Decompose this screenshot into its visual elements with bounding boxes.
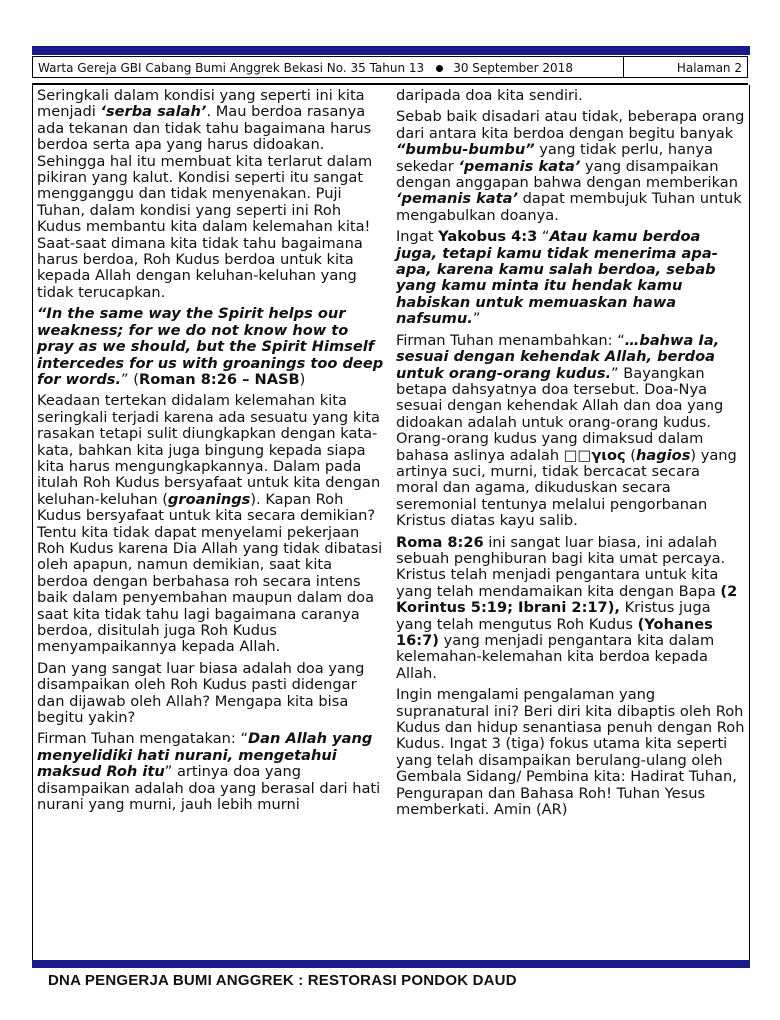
- scripture-quote: Dan Allah yang menyelidiki hati nurani, mengetahui maksud Roh itu: [37, 730, 373, 781]
- text-run: Firman Tuhan mengatakan: “: [37, 730, 249, 748]
- paragraph: [396, 535, 746, 683]
- paragraph: daripada doa kita sendiri.: [396, 87, 583, 104]
- paragraph: [396, 333, 746, 530]
- emphasis: groanings: [167, 490, 251, 508]
- bottom-decorative-bar: [32, 960, 750, 968]
- scripture-reference: (2 Korintus 5:19; Ibrani 2:17),: [396, 582, 738, 617]
- text-run: . Mau berdoa rasanya ada tekanan dan tidak tahu bagaimana harus berdoa serta apa yang harus didoakan. Sehingga hal itu membuat kita terlarut dalam pikiran yang kalut. Kondisi seperti itu sangat mengganggu dan tidak menyenakan. Puji Tuhan, dalam kondisi yang seperti ini Roh Kudus membantu kita dalam kelemahan kita! Saat-saat dimana kita tidak tahu bagaimana harus berdoa, Roh Kudus berdoa untuk kita kepada Allah dengan keluhan-keluhan yang tidak terucapkan.: [37, 103, 373, 301]
- page-number: Halaman 2: [676, 61, 742, 75]
- text-run: ” (: [121, 370, 139, 388]
- quote-paragraph: [37, 306, 385, 388]
- text-run: Sebab baik disadari atau tidak, beberapa orang dari antara kita berdoa dengan begitu banyak: [396, 108, 745, 142]
- text-run: ini sangat luar biasa, ini adalah sebuah penghiburan bagi kita umat percaya. Kristus telah menjadi pengantara untuk kita yang telah mendamaikan kita dengan Bapa: [396, 533, 726, 600]
- text-run: dapat membujuk Tuhan untuk mengabulkan doanya.: [396, 190, 742, 224]
- text-run: ”: [472, 310, 481, 328]
- paragraph: [396, 109, 746, 224]
- scripture-reference: Roma 8:26: [396, 533, 484, 551]
- top-decorative-bar: [32, 46, 750, 55]
- text-run: ” Bayangkan betapa dahsyatnya doa tersebut. Doa-Nya sesuai dengan kehendak Allah dan doa yang didoakan adalah untuk orang-orang kudus. Orang-orang kudus yang dimaksud dalam bahasa aslinya adalah: [396, 364, 724, 464]
- text-run: Keadaan tertekan didalam kelemahan kita seringkali terjadi karena ada sesuatu yang kita rasakan tetapi sulit diungkapkan dengan kata-kata, bahkan kita juga bingung kepada siapa kita harus mengungkapkannya. Dalam pada itulah Roh Kudus bersyafaat untuk kita dengan keluhan-keluhan (: [37, 392, 381, 508]
- page-header: [32, 56, 748, 78]
- text-run: “: [537, 228, 550, 246]
- paragraph: [37, 731, 385, 813]
- bullet-separator-icon: [436, 65, 443, 72]
- text-run: ): [299, 370, 306, 388]
- text-run: yang menjadi pengantara kita dalam kelemahan-kelemahan kita berdoa kepada Allah.: [396, 632, 715, 682]
- right-column: [396, 88, 746, 823]
- paragraph: Ingin mengalami pengalaman yang supranatural ini? Beri diri kita dibaptis oleh Roh Kudus dan hidup senantiasa penuh dengan Roh Kudus. Ingat 3 (tiga) fokus utama kita seperti yang telah disampaikan berulang-ulang oleh Gembala Sidang/ Pembina kita: Hadirat Tuhan, Pengurapan dan Bahasa Roh! Tuhan Yesus memberkati. Amin (AR): [396, 686, 745, 819]
- scripture-quote: …bahwa Ia, sesuai dengan kehendak Allah, berdoa untuk orang-orang kudus.: [396, 331, 720, 382]
- paragraph: [37, 393, 385, 656]
- scripture-reference: Roman 8:26 – NASB: [138, 370, 300, 388]
- emphasis: ‘pemanis kata’: [458, 157, 581, 175]
- footer-motto: DNA PENGERJA BUMI ANGGREK : RESTORASI PONDOK DAUD: [48, 972, 517, 989]
- english-quote: “In the same way the Spirit helps our weakness; for we do not know how to pray as we should, but the Spirit Himself intercedes for us with groanings too deep for words.: [37, 305, 384, 388]
- publication-date: 30 September 2018: [453, 61, 573, 75]
- text-run: Firman Tuhan menambahkan: “: [396, 331, 625, 349]
- scripture-quote: Atau kamu berdoa juga, tetapi kamu tidak menerima apa-apa, karena kamu salah berdoa, sebab yang kamu minta itu hendak kamu habiskan untuk memuaskan hawa nafsumu.: [396, 228, 718, 328]
- emphasis: “bumbu-bumbu”: [396, 141, 535, 159]
- text-run: (: [625, 446, 636, 464]
- text-run: ). Kapan Roh Kudus bersyafaat untuk kita secara demikian? Tentu kita tidak dapat menyelami pekerjaan Roh Kudus karena Dia Allah yang tidak dibatasi oleh apapun, namun demikian, saat kita berdoa dengan berbahasa roh secara intens baik dalam penyembahan maupun dalam doa saat kita tidak tahu lagi bagaimana caranya berdoa, disitulah juga Roh Kudus menyampaikannya kepada Allah.: [37, 490, 383, 656]
- text-run: ) yang artinya suci, murni, tidak bercacat secara moral dan agama, dikuduskan secara seremonial tentunya melalui pengorbanan Kristus diatas kayu salib.: [396, 446, 737, 530]
- paragraph: [37, 88, 385, 301]
- emphasis: ‘pemanis kata’: [396, 190, 519, 208]
- header-publication-cell: [33, 57, 624, 77]
- left-column: [37, 88, 385, 818]
- scripture-reference: Yakobus 4:3: [438, 228, 538, 246]
- scripture-reference: (Yohanes 16:7): [396, 615, 713, 649]
- emphasis: hagios: [635, 446, 691, 464]
- text-run: Seringkali dalam kondisi yang seperti ini kita menjadi: [37, 87, 365, 121]
- text-run: Kristus juga yang telah mengutus Roh Kudus: [396, 599, 711, 633]
- text-run: yang tidak perlu, hanya sekedar: [396, 141, 713, 175]
- text-run: yang disampaikan dengan anggapan bahwa dengan memberikan: [396, 157, 738, 192]
- text-run: ” artinya doa yang disampaikan adalah doa yang berasal dari hati nurani yang murni, jauh lebih murni: [37, 763, 381, 814]
- text-run: Ingat: [396, 228, 439, 246]
- emphasis: ‘serba salah’: [100, 103, 207, 121]
- paragraph: [396, 229, 746, 327]
- publication-title: Warta Gereja GBI Cabang Bumi Anggrek Bekasi No. 35 Tahun 13: [38, 61, 425, 75]
- paragraph: Dan yang sangat luar biasa adalah doa yang disampaikan oleh Roh Kudus pasti didengar dan dijawab oleh Allah? Mengapa kita bisa begitu yakin?: [37, 659, 365, 727]
- greek-word: □□γιος: [563, 446, 626, 464]
